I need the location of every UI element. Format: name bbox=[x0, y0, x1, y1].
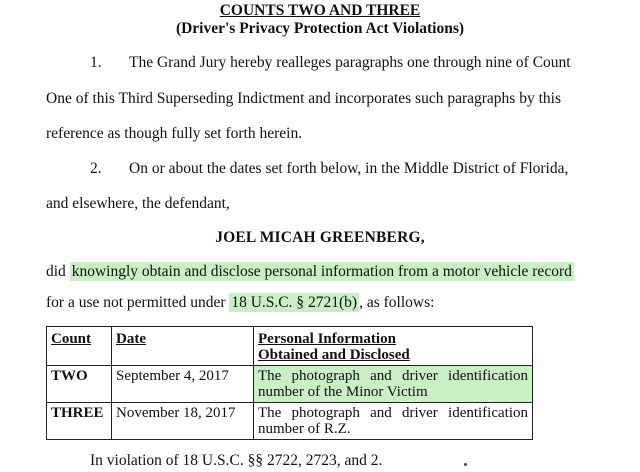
paragraph-2-line-1: On or about the dates set forth below, in the Middle District of Florida, bbox=[129, 160, 569, 177]
paragraph-1-number: 1. bbox=[90, 54, 102, 71]
row-count: THREE bbox=[47, 403, 112, 440]
charge-suffix: , as follows: bbox=[359, 294, 435, 311]
counts-title: COUNTS TWO AND THREE bbox=[219, 2, 421, 19]
scan-speck bbox=[464, 463, 467, 466]
row-count: TWO bbox=[47, 366, 112, 403]
table-row bbox=[47, 366, 533, 403]
header-date: Date bbox=[112, 327, 254, 366]
paragraph-1-line-1: The Grand Jury hereby realleges paragraphs one through nine of Count bbox=[129, 54, 571, 71]
paragraph-2-number: 2. bbox=[90, 160, 102, 177]
counts-table bbox=[46, 326, 533, 440]
closing-statement: In violation of 18 U.S.C. §§ 2722, 2723, and 2. bbox=[90, 452, 383, 469]
paragraph-2-line-2: and elsewhere, the defendant, bbox=[46, 195, 230, 212]
paragraph-1-line-3: reference as though fully set forth herein. bbox=[46, 125, 303, 142]
charge-prefix: for a use not permitted under bbox=[46, 294, 226, 311]
charge-line-2 bbox=[46, 294, 434, 312]
header-info bbox=[254, 327, 533, 366]
row-date: September 4, 2017 bbox=[112, 366, 254, 403]
header-count: Count bbox=[47, 327, 112, 366]
charge-did: did bbox=[46, 263, 66, 280]
charge-line-1 bbox=[46, 263, 574, 281]
defendant-name: JOEL MICAH GREENBERG, bbox=[215, 229, 425, 246]
counts-subtitle: (Driver's Privacy Protection Act Violations) bbox=[175, 20, 465, 37]
charge-highlight: knowingly obtain and disclose personal information from a motor vehicle record bbox=[71, 263, 572, 280]
statute-citation: 18 U.S.C. § 2721(b) bbox=[231, 294, 358, 311]
row-info: The photograph and driver identification number of R.Z. bbox=[254, 403, 533, 440]
table-row bbox=[47, 403, 533, 440]
paragraph-1-line-2: One of this Third Superseding Indictment and incorporates such paragraphs by this bbox=[46, 90, 561, 107]
header-info-line-2: Obtained and Disclosed bbox=[258, 347, 410, 363]
table-header-row bbox=[47, 327, 533, 366]
row-info: The photograph and driver identification number of the Minor Victim bbox=[254, 366, 533, 403]
header-info-line-1: Personal Information bbox=[258, 331, 396, 347]
row-date: November 18, 2017 bbox=[112, 403, 254, 440]
